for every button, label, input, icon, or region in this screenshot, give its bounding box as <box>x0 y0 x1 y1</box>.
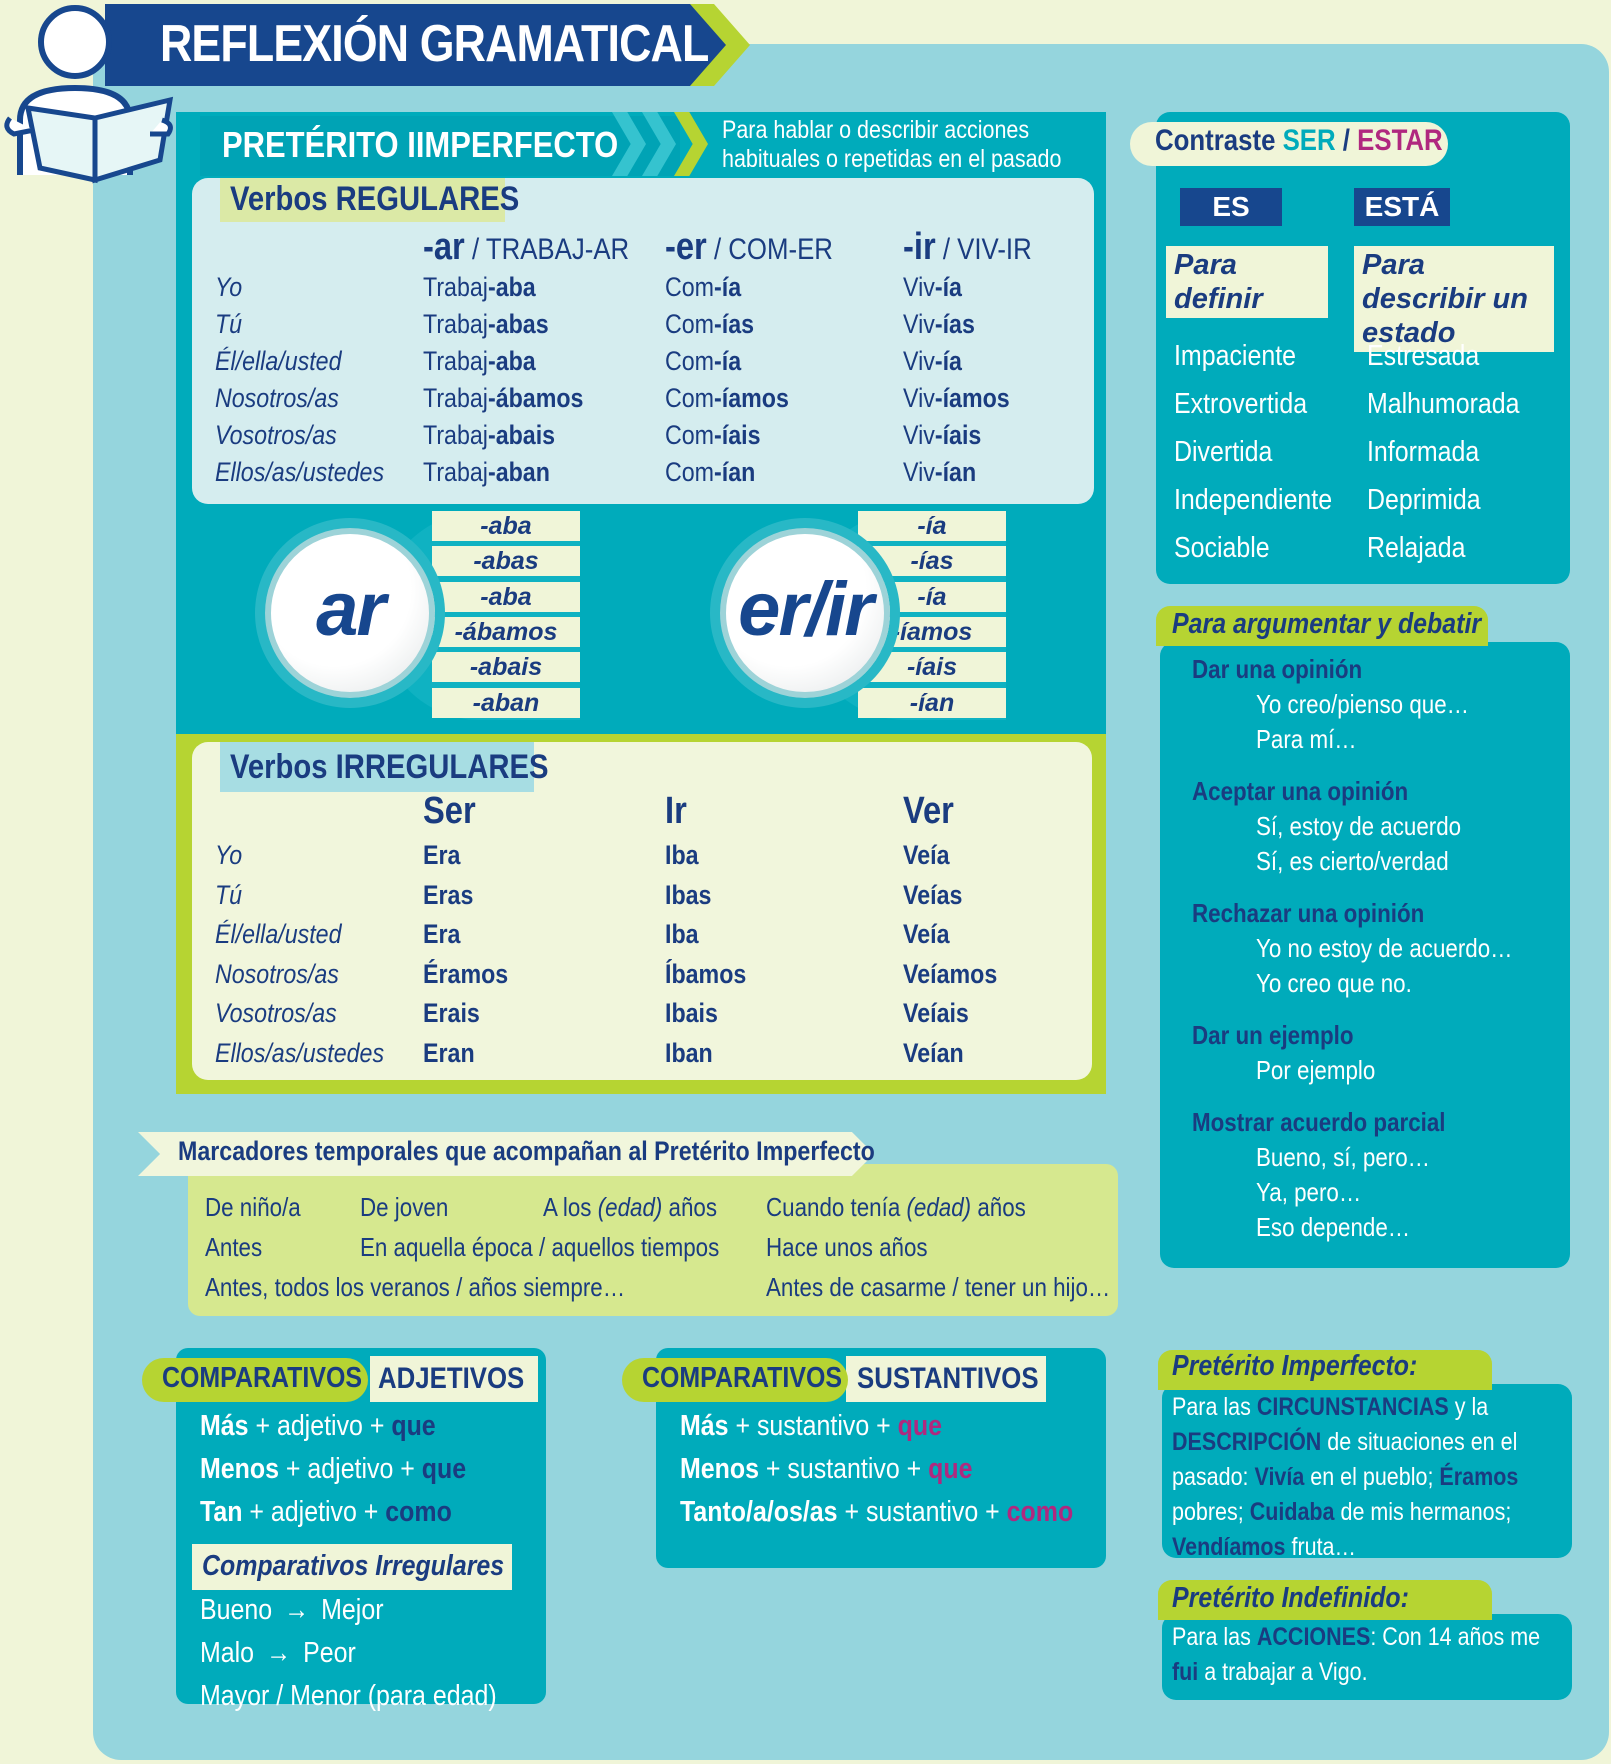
marcador-item: Hace unos años <box>766 1232 928 1262</box>
person-label: Él/ella/usted <box>215 919 342 949</box>
contraste-title <box>1155 124 1443 158</box>
person-label: Yo <box>215 272 243 302</box>
comparativo-line <box>680 1410 942 1443</box>
note-text: fruta… <box>1285 1533 1357 1561</box>
verb-ending: -ían <box>934 457 977 487</box>
note-text: pobres; <box>1172 1498 1250 1526</box>
ending-bar: -ías <box>858 546 1006 576</box>
marcador-text: Cuando tenía <box>766 1192 907 1222</box>
marcador-item: Antes de casarme / tener un hijo… <box>766 1272 1111 1302</box>
irregular-form: Veíamos <box>903 958 998 989</box>
note-text: : Con 14 años me <box>1370 1623 1541 1651</box>
verb-stem: Com <box>665 346 715 376</box>
person-label: Ellos/as/ustedes <box>215 457 385 487</box>
note-text: y la <box>1448 1393 1489 1421</box>
col-header-ir <box>903 226 1032 269</box>
note-keyword: CIRCUNSTANCIAS <box>1256 1393 1449 1421</box>
person-label: Tú <box>215 879 243 910</box>
irregular-from: Malo <box>200 1637 255 1669</box>
person-label: Él/ella/usted <box>215 346 342 376</box>
verb-ser-header: Ser <box>423 790 476 832</box>
note-text: a trabajar a Vigo. <box>1198 1658 1368 1686</box>
verb-stem: Trabaj <box>423 346 488 376</box>
irregular-form: Éramos <box>423 958 509 989</box>
irregular-form: Iban <box>665 1037 713 1068</box>
comparativos-adjetivos-tab-label: ADJETIVOS <box>378 1362 525 1395</box>
conjugation-cell <box>665 272 741 303</box>
note-text: Para las <box>1172 1623 1257 1651</box>
comparativo-formula: + adjetivo + <box>278 1453 422 1485</box>
verb-ending: -ía <box>714 272 742 302</box>
note-keyword: DESCRIPCIÓN <box>1172 1428 1322 1456</box>
conjugation-cell <box>665 309 754 340</box>
argumentar-phrase: Por ejemplo <box>1256 1055 1376 1085</box>
col-ending: -ar <box>423 226 465 268</box>
comparativos-adjetivos-pill-label: COMPARATIVOS <box>162 1362 362 1394</box>
irregular-form: Erais <box>423 998 480 1028</box>
conjugation-cell <box>423 420 555 451</box>
pret-indefinido-note-title: Pretérito Indefinido: <box>1172 1582 1409 1614</box>
es-adjective: Divertida <box>1174 436 1273 468</box>
verb-stem: Com <box>665 457 715 487</box>
comparativo-irregular-line: Mayor / Menor (para edad) <box>200 1680 497 1712</box>
verb-ending: -abais <box>487 420 556 450</box>
irregular-verbs-label: Verbos IRREGULARES <box>230 748 549 786</box>
comparativos-sustantivos-tab-label: SUSTANTIVOS <box>857 1362 1039 1395</box>
contraste-ser: SER <box>1282 124 1336 157</box>
es-subtitle: Para definir <box>1166 246 1328 318</box>
verb-ver-header: Ver <box>903 790 954 832</box>
arrow-right-icon: → <box>266 1637 292 1669</box>
argumentar-phrase: Eso depende… <box>1256 1212 1411 1242</box>
erir-circle-label: er/ir <box>738 567 872 652</box>
comparativo-word: Menos <box>680 1453 759 1485</box>
ending-bar: -abas <box>432 546 580 576</box>
verb-stem: Trabaj <box>423 272 488 302</box>
comparativo-line <box>200 1453 466 1486</box>
note-text: en el pueblo; <box>1304 1463 1440 1491</box>
comparativo-word: Menos <box>200 1453 279 1485</box>
ending-bar: -aba <box>432 582 580 612</box>
esta-adjective: Relajada <box>1367 532 1466 564</box>
comparativo-word: Tanto/a/os/as <box>680 1496 838 1528</box>
verb-ending: -ías <box>934 309 975 339</box>
es-adjective: Sociable <box>1174 532 1270 564</box>
col-ending: -ir <box>903 226 936 268</box>
comparativo-formula: + sustantivo + <box>837 1496 1007 1528</box>
argumentar-phrase: Sí, es cierto/verdad <box>1256 846 1449 876</box>
verb-stem: Viv <box>903 309 935 339</box>
ending-bar: -íais <box>858 652 1006 682</box>
marcador-text: A los <box>543 1192 598 1222</box>
conjugation-cell <box>903 383 1010 414</box>
comparativo-formula: + sustantivo + <box>728 1410 898 1442</box>
es-adjective: Extrovertida <box>1174 388 1308 420</box>
comparativo-line <box>200 1410 436 1443</box>
comparativo-irregular-line <box>200 1594 384 1627</box>
conjugation-cell <box>423 346 536 377</box>
ending-bar: -ía <box>858 582 1006 612</box>
verb-ending: -aba <box>487 272 536 302</box>
argumentar-phrase: Para mí… <box>1256 724 1357 754</box>
verb-stem: Com <box>665 383 715 413</box>
col-example: / TRABAJ-AR <box>464 233 630 266</box>
verb-stem: Viv <box>903 383 935 413</box>
argumentar-phrase: Sí, estoy de acuerdo <box>1256 811 1462 841</box>
esta-subtitle: Para describir un estado <box>1354 246 1554 352</box>
esta-adjective: Malhumorada <box>1367 388 1520 420</box>
irregular-form: Veían <box>903 1037 964 1068</box>
comparativo-line <box>680 1496 1073 1529</box>
marcador-item <box>766 1192 1026 1223</box>
comparativo-line <box>200 1496 452 1529</box>
verb-stem: Trabaj <box>423 457 488 487</box>
comparativo-word: Tan <box>200 1496 243 1528</box>
es-tag: ES <box>1180 188 1282 226</box>
argumentar-title: Para argumentar y debatir <box>1172 608 1482 640</box>
ending-bar: -aban <box>432 688 580 718</box>
esta-adjective: Deprimida <box>1367 484 1481 516</box>
contraste-slash: / <box>1335 124 1358 157</box>
comparativo-line <box>680 1453 972 1486</box>
conjugation-cell <box>903 272 962 303</box>
marcador-text: años <box>662 1192 718 1222</box>
conjugation-cell <box>903 420 981 451</box>
argumentar-heading: Aceptar una opinión <box>1192 776 1409 806</box>
comparativo-connector: como <box>1006 1496 1074 1528</box>
pret-imperfecto-note-title: Pretérito Imperfecto: <box>1172 1350 1418 1382</box>
person-label: Nosotros/as <box>215 383 339 413</box>
comparativos-irregulares-label: Comparativos Irregulares <box>202 1550 505 1582</box>
argumentar-heading: Dar una opinión <box>1192 654 1363 684</box>
conjugation-cell <box>665 420 761 451</box>
verb-stem: Viv <box>903 420 935 450</box>
note-keyword: Vendíamos <box>1172 1533 1286 1561</box>
marcador-item: De joven <box>360 1192 449 1222</box>
irregular-form: Era <box>423 919 461 949</box>
comparativo-formula: + adjetivo + <box>248 1410 392 1442</box>
verb-stem: Trabaj <box>423 309 488 339</box>
reader-icon <box>0 0 185 185</box>
col-example: / COM-ER <box>706 233 833 266</box>
irregular-from: Bueno <box>200 1594 273 1626</box>
ending-bar: -abais <box>432 652 580 682</box>
verb-stem: Trabaj <box>423 420 488 450</box>
pret-imperfecto-note-text <box>1172 1390 1568 1565</box>
irregular-form: Veíais <box>903 998 969 1028</box>
argumentar-heading: Rechazar una opinión <box>1192 898 1425 928</box>
irregular-form: Veía <box>903 840 950 870</box>
col-header-er <box>665 226 833 269</box>
irregular-form: Eran <box>423 1037 475 1068</box>
note-keyword: fui <box>1172 1658 1199 1686</box>
note-keyword: Éramos <box>1439 1463 1519 1491</box>
verb-stem: Viv <box>903 272 935 302</box>
verb-ending: -íamos <box>714 383 789 413</box>
ending-bar: -ábamos <box>432 617 580 647</box>
verb-stem: Viv <box>903 346 935 376</box>
esta-tag: ESTÁ <box>1354 188 1450 226</box>
argumentar-phrase: Bueno, sí, pero… <box>1256 1142 1431 1172</box>
ending-bar: -íamos <box>858 617 1006 647</box>
col-header-ar <box>423 226 629 269</box>
contraste-label: Contraste <box>1155 124 1283 157</box>
note-text: Para las <box>1172 1393 1257 1421</box>
conjugation-cell <box>423 457 550 488</box>
marcadores-title: Marcadores temporales que acompañan al Pretérito Imperfecto <box>178 1136 875 1166</box>
esta-adjective: Estresada <box>1367 340 1480 372</box>
verb-ending: -ía <box>714 346 742 376</box>
person-label: Vosotros/as <box>215 998 337 1028</box>
esta-adjective: Informada <box>1367 436 1480 468</box>
marcador-item: Antes, todos los veranos / años siempre… <box>205 1272 626 1302</box>
person-label: Yo <box>215 840 243 870</box>
verb-stem: Com <box>665 420 715 450</box>
col-example: / VIV-IR <box>935 233 1032 266</box>
person-label: Tú <box>215 309 243 339</box>
comparativo-connector: que <box>928 1453 973 1485</box>
verb-ending: -aba <box>487 346 536 376</box>
verb-stem: Com <box>665 272 715 302</box>
contraste-estar: ESTAR <box>1357 124 1443 157</box>
comparativo-connector: que <box>391 1410 436 1442</box>
irregular-verbs-box <box>192 742 1092 1080</box>
erir-circle <box>720 528 890 698</box>
note-text: de mis hermanos; <box>1334 1498 1512 1526</box>
comparativo-word: Más <box>200 1410 249 1442</box>
verb-stem: Viv <box>903 457 935 487</box>
comparativo-connector: que <box>897 1410 943 1442</box>
marcador-item: De niño/a <box>205 1192 301 1222</box>
conjugation-cell <box>665 457 755 488</box>
comparativo-irregular-line <box>200 1637 356 1670</box>
marcador-text: años <box>971 1192 1026 1222</box>
argumentar-heading: Mostrar acuerdo parcial <box>1192 1107 1446 1137</box>
marcador-item <box>543 1192 717 1223</box>
note-keyword: ACCIONES <box>1256 1623 1371 1651</box>
comparativo-formula: + adjetivo + <box>242 1496 386 1528</box>
col-ending: -er <box>665 226 707 268</box>
arrow-right-icon: → <box>284 1594 310 1626</box>
es-adjective: Impaciente <box>1174 340 1296 372</box>
verb-ending: -ía <box>934 272 962 302</box>
verb-ending: -ías <box>714 309 755 339</box>
conjugation-cell <box>665 383 789 414</box>
marcador-italic: (edad) <box>906 1192 972 1222</box>
argumentar-phrase: Yo creo/pienso que… <box>1256 689 1469 719</box>
verb-stem: Trabaj <box>423 383 488 413</box>
irregular-to: Peor <box>303 1637 356 1669</box>
note-keyword: Cuidaba <box>1249 1498 1335 1526</box>
argumentar-phrase: Yo no estoy de acuerdo… <box>1256 933 1513 963</box>
verb-ending: -ían <box>714 457 756 487</box>
person-label: Vosotros/as <box>215 420 337 450</box>
verb-ir-header: Ir <box>665 790 687 832</box>
marcador-item: En aquella época / aquellos tiempos <box>360 1232 720 1262</box>
irregular-form: Era <box>423 840 461 870</box>
verb-ending: -íamos <box>934 383 1010 413</box>
marcador-italic: (edad) <box>597 1192 663 1222</box>
ending-bar: -ían <box>858 688 1006 718</box>
verb-ending: -aban <box>487 457 550 487</box>
verb-ending: -ía <box>934 346 962 376</box>
conjugation-cell <box>423 309 549 340</box>
verb-ending: -ábamos <box>487 383 584 413</box>
conjugation-cell <box>665 346 741 377</box>
argumentar-phrase: Yo creo que no. <box>1256 968 1412 998</box>
verb-ending: -abas <box>487 309 549 339</box>
comparativos-sustantivos-pill-label: COMPARATIVOS <box>642 1362 842 1394</box>
person-label: Ellos/as/ustedes <box>215 1037 385 1068</box>
comparativo-connector: que <box>421 1453 467 1485</box>
es-adjective: Independiente <box>1174 484 1333 516</box>
argumentar-heading: Dar un ejemplo <box>1192 1020 1354 1050</box>
comparativo-word: Más <box>680 1410 729 1442</box>
irregular-form: Veía <box>903 919 950 949</box>
comparativo-formula: + sustantivo + <box>758 1453 929 1485</box>
argumentar-phrase: Ya, pero… <box>1256 1177 1362 1207</box>
conjugation-cell <box>903 457 976 488</box>
ending-bar: -aba <box>432 511 580 541</box>
irregular-form: Iba <box>665 840 699 870</box>
pret-indefinido-note-text <box>1172 1620 1568 1690</box>
irregular-form: Eras <box>423 879 474 910</box>
note-keyword: Vivía <box>1254 1463 1305 1491</box>
preterito-title: PRETÉRITO IIMPERFECTO <box>222 124 619 165</box>
irregular-form: Ibais <box>665 998 718 1028</box>
verb-ending: -íais <box>714 420 761 450</box>
person-label: Nosotros/as <box>215 958 339 989</box>
irregular-form: Iba <box>665 919 699 949</box>
conjugation-cell <box>423 383 583 414</box>
marcador-item: Antes <box>205 1232 263 1262</box>
ending-bar: -ía <box>858 511 1006 541</box>
verb-ending: -íais <box>934 420 982 450</box>
irregular-to: Mejor <box>321 1594 384 1626</box>
conjugation-cell <box>423 272 536 303</box>
note-text: de situaciones en el pasado: <box>1172 1428 1518 1491</box>
conjugation-cell <box>903 309 975 340</box>
irregular-form: Ibas <box>665 879 712 910</box>
verb-stem: Com <box>665 309 715 339</box>
preterito-description: Para hablar o describir acciones habituales o repetidas en el pasado <box>722 116 1062 173</box>
regular-verbs-label: Verbos REGULARES <box>230 180 520 218</box>
ar-circle <box>265 528 435 698</box>
conjugation-cell <box>903 346 962 377</box>
comparativo-connector: como <box>385 1496 452 1528</box>
page-title: REFLEXIÓN GRAMATICAL <box>160 15 709 73</box>
irregular-form: Íbamos <box>665 958 747 989</box>
ar-circle-label: ar <box>316 567 384 652</box>
irregular-form: Veías <box>903 879 963 910</box>
